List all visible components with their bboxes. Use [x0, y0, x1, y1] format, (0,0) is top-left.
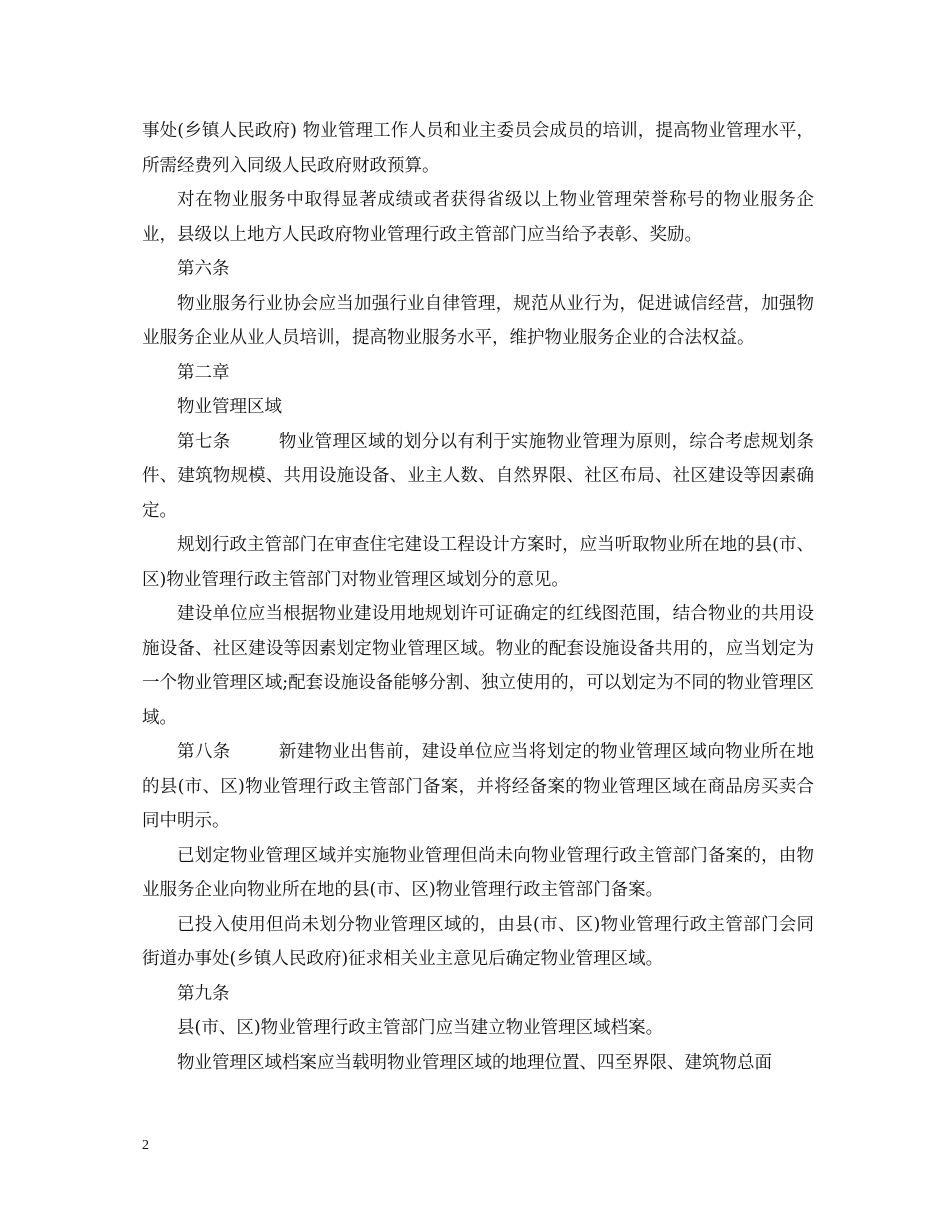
article-heading: 第六条 [177, 259, 230, 279]
paragraph: 对在物业服务中取得显著成绩或者获得省级以上物业管理荣誉称号的物业服务企业，县级以上地方人民政府物业管理行政主管部门应当给予表彰、奖励。 [142, 190, 814, 245]
article-text: 新建物业出售前，建设单位应当将划定的物业管理区域向物业所在地的县(市、区)物业管理行政主管部门备案，并将经备案的物业管理区域在商品房买卖合同中明示。 [142, 742, 814, 831]
paragraph [142, 735, 814, 839]
paragraph: 物业服务行业协会应当加强行业自律管理，规范从业行为，促进诚信经营，加强物业服务企业从业人员培训，提高物业服务水平，维护物业服务企业的合法权益。 [142, 293, 814, 348]
paragraph: 建设单位应当根据物业建设用地规划许可证确定的红线图范围，结合物业的共用设施设备、社区建设等因素划定物业管理区域。物业的配套设施设备共用的，应当划定为一个物业管理区域;配套设施设备能够分割、独立使用的，可以划定为不同的物业管理区域。 [142, 604, 814, 728]
article-label: 第七条 [177, 431, 231, 452]
paragraph: 物业管理区域档案应当载明物业管理区域的地理位置、四至界限、建筑物总面 [177, 1052, 772, 1073]
paragraph [142, 425, 814, 529]
page-number: 2 [142, 1138, 149, 1153]
chapter-heading: 第二章 [177, 362, 230, 383]
chapter-title: 物业管理区域 [177, 397, 282, 417]
article-heading: 第九条 [177, 983, 230, 1004]
paragraph: 规划行政主管部门在审查住宅建设工程设计方案时，应当听取物业所在地的县(市、区)物业管理行政主管部门对物业管理区域划分的意见。 [142, 535, 814, 590]
article-label: 第八条 [177, 742, 231, 762]
document-body [142, 114, 814, 1080]
article-text: 物业管理区域的划分以有利于实施物业管理为原则，综合考虑规划条件、建筑物规模、共用设施设备、业主人数、自然界限、社区布局、社区建设等因素确定。 [142, 431, 814, 521]
paragraph: 已投入使用但尚未划分物业管理区域的，由县(市、区)物业管理行政主管部门会同街道办事处(乡镇人民政府)征求相关业主意见后确定物业管理区域。 [142, 914, 814, 969]
paragraph: 已划定物业管理区域并实施物业管理但尚未向物业管理行政主管部门备案的，由物业服务企业向物业所在地的县(市、区)物业管理行政主管部门备案。 [142, 845, 814, 900]
paragraph: 事处(乡镇人民政府) 物业管理工作人员和业主委员会成员的培训，提高物业管理水平，所需经费列入同级人民政府财政预算。 [142, 121, 814, 176]
paragraph: 县(市、区)物业管理行政主管部门应当建立物业管理区域档案。 [177, 1018, 664, 1038]
